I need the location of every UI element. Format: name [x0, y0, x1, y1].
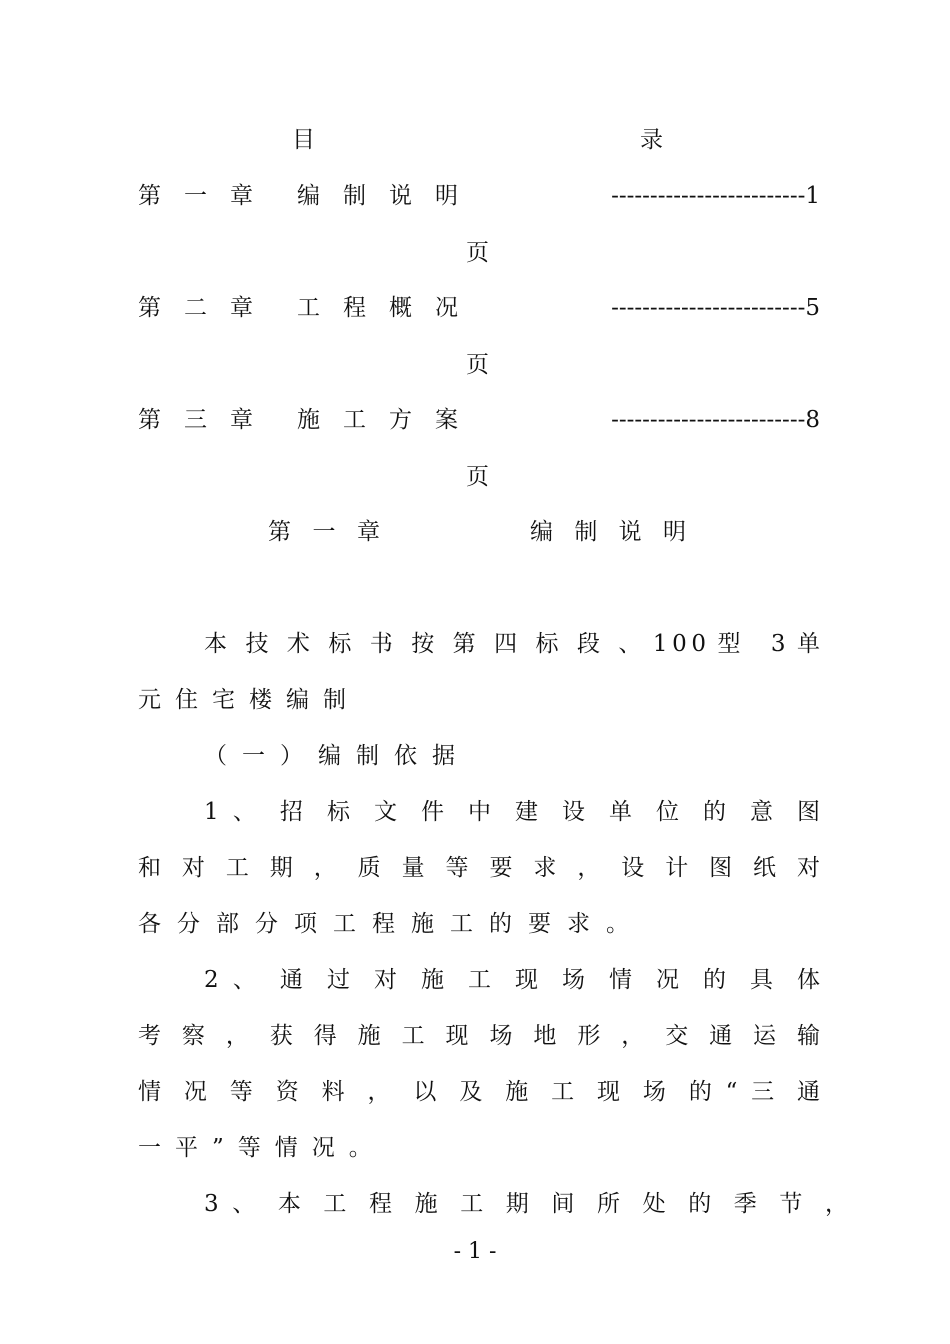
toc-title-right: 录: [640, 127, 663, 153]
toc-entry-page-word: 页: [466, 352, 489, 378]
body-line: 本 技 术 标 书 按 第 四 标 段 、 1 0 0 型 3 单: [204, 631, 820, 657]
toc-entry[interactable]: [0, 176, 820, 216]
toc-entry-page-word: 页: [466, 464, 489, 490]
body-line: 2 、 通 过 对 施 工 现 场 情 况 的 具 体: [204, 967, 820, 993]
toc-entry-label: 第 三 章 施 工 方 案: [138, 407, 458, 433]
toc-entry-page-word: 页: [466, 240, 489, 266]
toc-entry-leader: -------------------------5: [611, 295, 820, 321]
body-line: 各分部分项工程施工的要求。: [138, 911, 645, 937]
toc-entry[interactable]: [0, 288, 820, 328]
body-line: 考 察 ， 获 得 施 工 现 场 地 形 ， 交 通 运 输: [138, 1023, 820, 1049]
section-heading: （一）编制依据: [204, 743, 470, 769]
toc-entry-leader: -------------------------8: [611, 407, 820, 433]
toc-entry-label: 第 二 章 工 程 概 况: [138, 295, 458, 321]
toc-entry-label: 第 一 章 编 制 说 明: [138, 183, 458, 209]
body-line: 元住宅楼编制: [138, 687, 360, 713]
body-line: 一平”等情况。: [138, 1135, 386, 1161]
body-line: 情 况 等 资 料 ， 以 及 施 工 现 场 的 “ 三 通: [138, 1079, 820, 1105]
chapter-title: 编 制 说 明: [530, 519, 686, 545]
chapter-number: 第 一 章: [268, 519, 380, 545]
page-number: - 1 -: [453, 1239, 497, 1264]
body-line: 和 对 工 期 ， 质 量 等 要 求 ， 设 计 图 纸 对: [138, 855, 820, 881]
toc-entry-leader: -------------------------1: [611, 183, 820, 209]
toc-title-left: 目: [292, 127, 315, 153]
body-line: 3 、 本 工 程 施 工 期 间 所 处 的 季 节 ，: [204, 1191, 848, 1217]
body-line: 1 、 招 标 文 件 中 建 设 单 位 的 意 图: [204, 799, 820, 825]
toc-entry[interactable]: [0, 400, 820, 440]
